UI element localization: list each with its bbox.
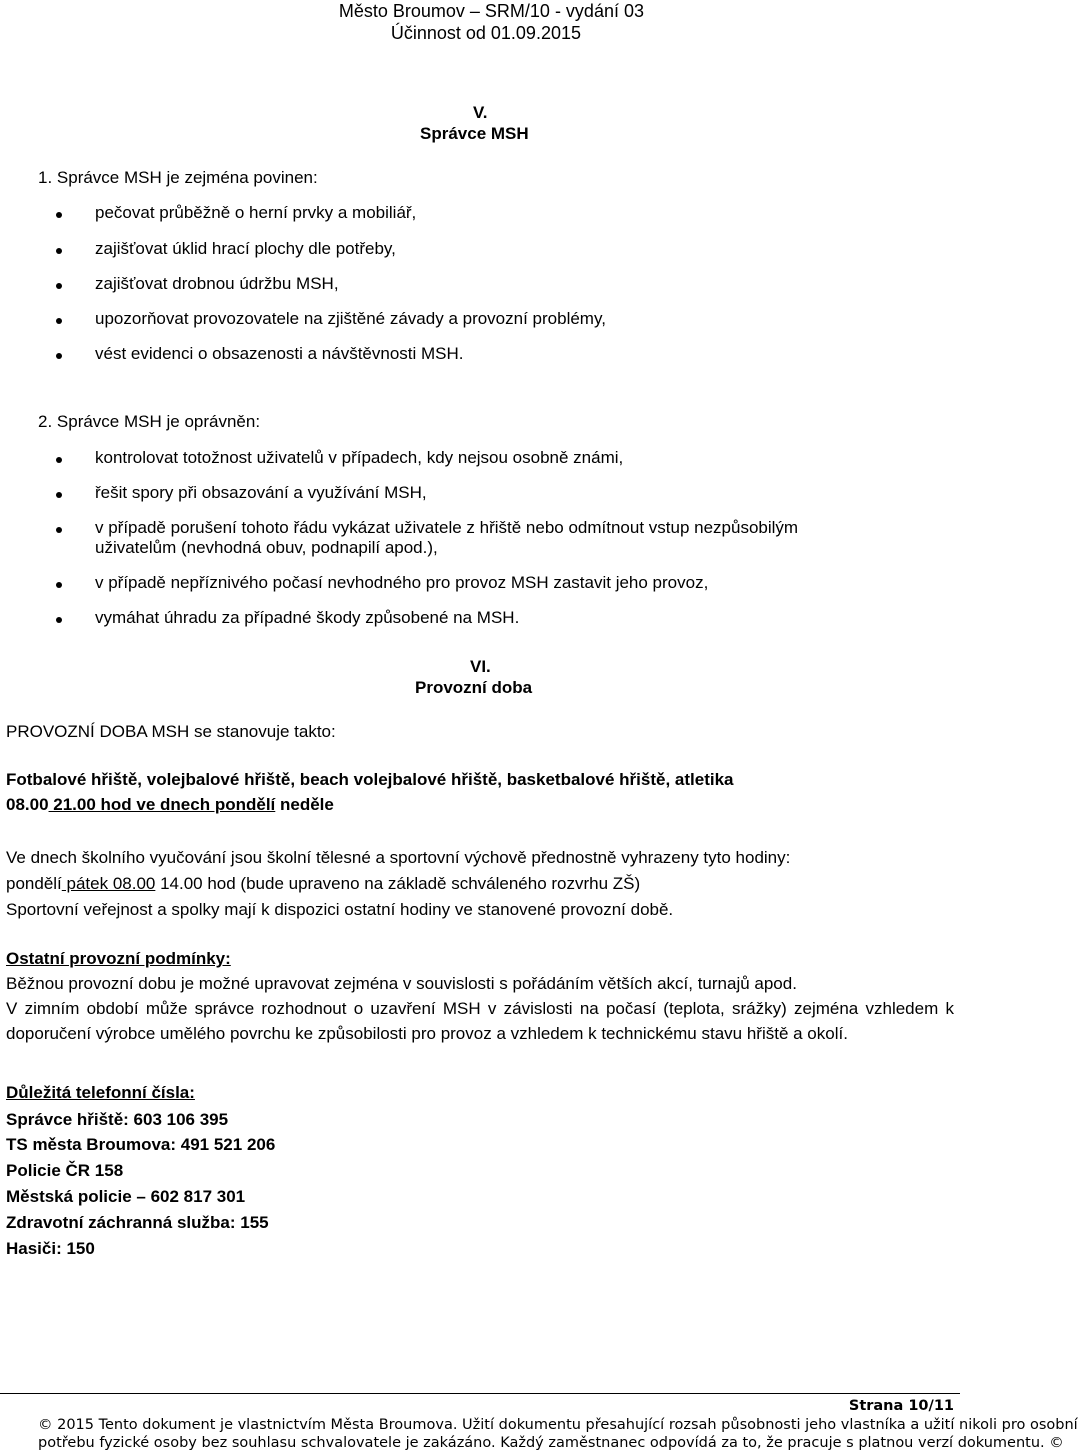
bullet-icon: [56, 617, 62, 623]
hours-intro: PROVOZNÍ DOBA MSH se stanovuje takto:: [6, 722, 336, 741]
school-hours-range: pátek 08.00: [61, 874, 156, 893]
bullet-icon: [56, 283, 62, 289]
list-item-text: vést evidenci o obsazenosti a návštěvnosti MSH.: [95, 344, 464, 363]
document-header-effective-date: Účinnost od 01.09.2015: [390, 23, 581, 43]
page-number: Strana 10/11: [848, 1398, 954, 1414]
list-item-text: pečovat průběžně o herní prvky a mobiliář,: [95, 203, 417, 222]
phone-entry: Zdravotní záchranná služba: 155: [6, 1213, 269, 1232]
school-hours: [6, 874, 640, 894]
list-item-text: kontrolovat totožnost uživatelů v případech, kdy nejsou osobně známi,: [95, 448, 624, 467]
other-conditions-line2: V zimním období může správce rozhodnout o uzavření MSH v závislosti na počasí (teplota, srážky) zejména vzhledem k doporučení výrobce umělého povrchu ke způsobilosti pro provoz a vzhledem k technickému stavu hřiště a okolí.: [6, 999, 954, 1043]
footer-copyright-line2: potřebu fyzické osoby bez souhlasu schvalovatele je zakázáno. Každý zaměstnanec odpovídá za to, že pracuje s platnou verzí dokumentu. ©: [38, 1435, 1064, 1451]
school-hours-rest: 14.00 hod (bude upraveno na základě schváleného rozvrhu ZŠ): [155, 874, 641, 893]
school-hours-note: Ve dnech školního vyučování jsou školní tělesné a sportovní výchově přednostně vyhrazeny tyto hodiny:: [6, 848, 791, 867]
bullet-icon: [56, 457, 62, 463]
section-title: Správce MSH: [420, 124, 529, 143]
facilities-list: Fotbalové hřiště, volejbalové hřiště, beach volejbalové hřiště, basketbalové hřiště, atletika: [6, 770, 734, 789]
bullet-icon: [56, 492, 62, 498]
phone-entry: Správce hřiště: 603 106 395: [6, 1110, 229, 1129]
section-number: VI.: [470, 657, 491, 676]
phone-entry: Hasiči: 150: [6, 1239, 95, 1258]
school-hours-day-start: pondělí: [6, 874, 62, 893]
footer-copyright-line1: © 2015 Tento dokument je vlastnictvím Města Broumova. Užití dokumentu přesahující rozsah působnosti jeho vlastníka a užití nikoli pro osobní: [38, 1417, 1078, 1433]
bullet-icon: [56, 212, 62, 218]
section-title: Provozní doba: [415, 678, 533, 697]
public-hours-note: Sportovní veřejnost a spolky mají k dispozici ostatní hodiny ve stanovené provozní době.: [6, 900, 674, 919]
opening-hours-days-end: neděle: [275, 795, 334, 814]
list-item-text: zajišťovat úklid hrací plochy dle potřeby,: [95, 239, 396, 258]
other-conditions-heading: Ostatní provozní podmínky:: [6, 949, 231, 968]
bullet-icon: [56, 248, 62, 254]
opening-hours-from: 08.00: [6, 795, 49, 814]
list-item-text: zajišťovat drobnou údržbu MSH,: [95, 274, 339, 293]
list-item-text: upozorňovat provozovatele na zjištěné závady a provozní problémy,: [95, 309, 606, 328]
document-header-title: Město Broumov – SRM/10 - vydání 03: [338, 1, 644, 21]
phones-heading: Důležitá telefonní čísla:: [6, 1083, 195, 1102]
opening-hours-to: 21.00 hod ve dnech pondělí: [48, 795, 276, 814]
duties-heading: 1. Správce MSH je zejména povinen:: [38, 168, 318, 187]
bullet-icon: [56, 582, 62, 588]
list-item-text: řešit spory při obsazování a využívání MSH,: [95, 483, 427, 502]
list-item-text: vymáhat úhradu za případné škody způsobené na MSH.: [95, 608, 520, 627]
bullet-icon: [56, 527, 62, 533]
other-conditions-line1: Běžnou provozní dobu je možné upravovat zejména v souvislosti s pořádáním větších akcí, turnajů apod.: [6, 974, 797, 993]
copyright-icon: ©: [38, 1417, 53, 1433]
bullet-icon: [56, 318, 62, 324]
list-item-text-continued: uživatelům (nevhodná obuv, podnapilí apod.),: [95, 538, 438, 557]
list-item-text: v případě nepříznivého počasí nevhodného pro provoz MSH zastavit jeho provoz,: [95, 573, 709, 592]
footer-divider: [0, 1393, 960, 1394]
opening-hours: [6, 795, 334, 815]
bullet-icon: [56, 353, 62, 359]
copyright-icon: ©: [1049, 1435, 1064, 1451]
section-number: V.: [473, 103, 488, 122]
phone-entry: Městská policie – 602 817 301: [6, 1187, 246, 1206]
rights-heading: 2. Správce MSH je oprávněn:: [38, 412, 261, 431]
list-item-text: v případě porušení tohoto řádu vykázat uživatele z hřiště nebo odmítnout vstup nezpůsobilým: [95, 518, 799, 537]
phone-entry: TS města Broumova: 491 521 206: [6, 1135, 276, 1154]
phone-entry: Policie ČR 158: [6, 1161, 124, 1180]
